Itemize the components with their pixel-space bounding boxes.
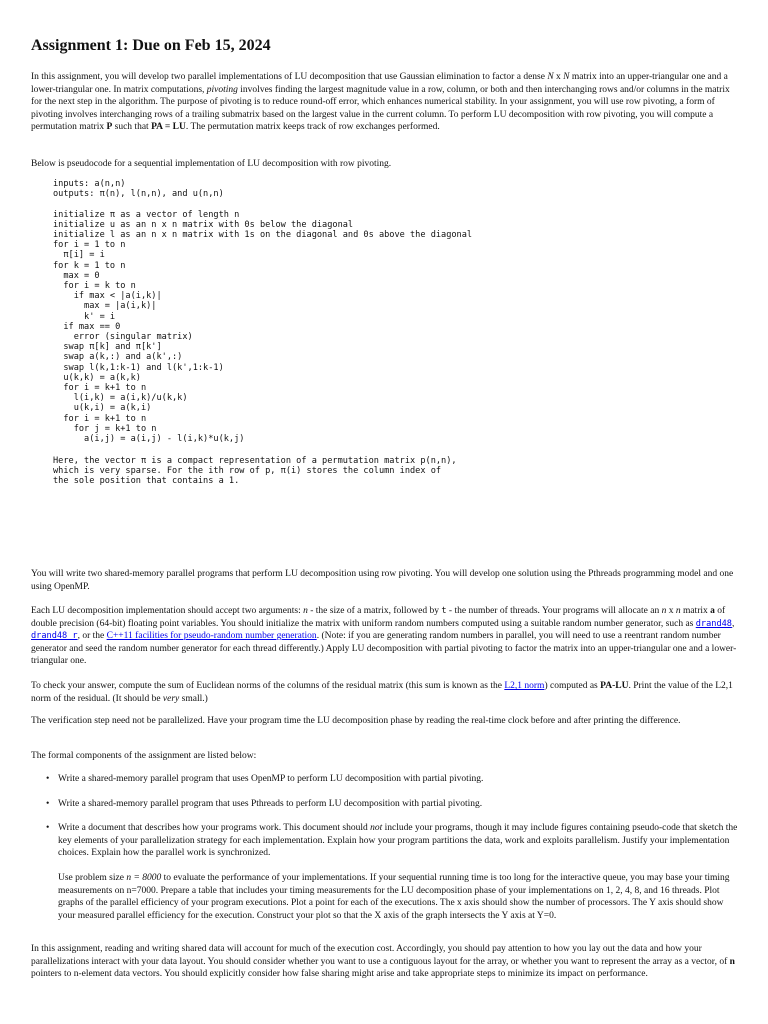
bullet-icon: •: [46, 823, 50, 834]
bullet-icon: •: [46, 798, 50, 809]
link-drand48[interactable]: drand48: [695, 618, 732, 629]
formal-components-paragraph: The formal components of the assignment are listed below:: [31, 751, 257, 761]
list-item: • Write a document that describes how your programs work. This document should not include your programs, though it may include figures containing pseudo-code that sketch the key elements of your parallelization strategy for each implementation. Explain how your program partitions the data, work and exploits parallelism. Justify your implementation choices. Explain how the parallel work is synchronized. Use problem size n = 8000 to evaluate the performance of your implementations. If your sequential running time is too long for the interactive queue, you may base your timing measurements on n=7000. Prepare a table that includes your timing measurements for the LU decomposition phase of your implementations on 1, 2, 4, 8, and 16 threads. Plot graphs of the parallel efficiency of your program executions. Plot a point for each of the executions. The x axis should show the number of processors. The Y axis should show your measured parallel efficiency for the execution. Construct your plot so that the X axis of the graph intersects the Y axis at Y=0.: [31, 822, 743, 922]
final-paragraph: In this assignment, reading and writing shared data will account for much of the execution cost. Accordingly, you should pay attention to how you lay out the data and how your parallelizations interact with your data layout. You should consider whether you want to use a contiguous layout for the array, or whether you want to represent the array as a vector, of n pointers to n-element data vectors. You should explicitly consider how false sharing might arise and take appropriate steps to minimize its impact on performance.: [31, 944, 735, 980]
pseudocode-intro: Below is pseudocode for a sequential implementation of LU decomposition with row pivoting.: [31, 159, 392, 169]
problem-size-paragraph: Use problem size n = 8000 to evaluate the performance of your implementations. If your sequential running time is too long for the interactive queue, you may base your timing measurements on n=7000. Prepare a table that includes your timing measurements for the LU decomposition phase of your implementations on 1, 2, 4, 8, and 16 threads. Plot graphs of the parallel efficiency of your program executions. Plot a point for each of the executions. The x axis should show the number of processors. The Y axis should show your measured parallel efficiency for the execution. Construct your plot so that the X axis of the graph intersects the Y axis at Y=0.: [58, 872, 730, 921]
link-cpp11-random[interactable]: C++11 facilities for pseudo-random number generation: [106, 631, 317, 642]
link-l21-norm[interactable]: L2,1 norm: [504, 681, 545, 691]
link-drand48-r[interactable]: drand48_r: [31, 631, 78, 642]
list-item: • Write a shared-memory parallel program that uses OpenMP to perform LU decomposition with partial pivoting.: [46, 774, 484, 784]
verify-paragraph: The verification step need not be parallelized. Have your program time the LU decomposition phase by reading the real-time clock before and after printing the difference.: [31, 716, 681, 726]
intro-paragraph: In this assignment, you will develop two parallel implementations of LU decomposition that use Gaussian elimination to factor a dense N x N matrix into an upper-triangular one and a lower-triangular one. In matrix computations, pivoting involves finding the largest magnitude value in a row, column, or both and then interchanging rows and/or columns in the matrix for the next step in the algorithm. The purpose of pivoting is to reduce round-off error, which enhances numerical stability. In your assignment, you will use row pivoting, a form of pivoting involves interchanging rows of a trailing submatrix based on the largest value in the current column. To perform LU decomposition with row pivoting, you will compute a permutation matrix P such that PA = LU. The permutation matrix keeps track of row exchanges performed.: [31, 72, 730, 133]
list-item: • Write a shared-memory parallel program that uses Pthreads to perform LU decomposition with partial pivoting.: [46, 798, 483, 809]
check-paragraph: To check your answer, compute the sum of Euclidean norms of the columns of the residual matrix (this sum is known as the L2,1 norm) computed as PA-LU. Print the value of the L2,1 norm of the residual. (It should be very small.): [31, 681, 733, 704]
programs-paragraph: You will write two shared-memory parallel programs that perform LU decomposition using row pivoting. You will develop one solution using the Pthreads programming model and one using OpenMP.: [31, 569, 734, 592]
components-list: [31, 773, 743, 922]
pseudocode-block: inputs: a(n,n) outputs: π(n), l(n,n), and u(n,n) initialize π as a vector of length n initialize u as an n x n matrix with 0s below the diagonal initialize l as an n x n matrix with 1s on the diagonal and 0s above the diagonal for i = 1 to n π[i] = i for k = 1 to n max = 0 for i = k to n if max < |a(i,k)| max = |a(i,k)| k' = i if max == 0 error (singular matrix) swap π[k] and π[k'] swap a(k,:) and a(k',:) swap l(k,1:k-1) and l(k',1:k-1) u(k,k) = a(k,k) for i = k+1 to n l(i,k) = a(i,k)/u(k,k) u(k,i) = a(k,i) for i = k+1 to n for j = k+1 to n a(i,j) = a(i,j) - l(i,k)*u(k,j): [53, 179, 473, 445]
bullet-icon: •: [46, 774, 50, 784]
pseudocode-note: Here, the vector π is a compact representation of a permutation matrix p(n,n), which is very sparse. For the ith row of p, π(i) stores the column index of the sole position that contains a 1.: [53, 456, 457, 487]
implementation-paragraph: Each LU decomposition implementation should accept two arguments: n - the size of a matrix, followed by t - the number of threads. Your programs will allocate an n x n matrix a of double precision (64-bit) floating point variables. You should initialize the matrix with uniform random numbers computed using a suitable random number generator, such as drand48, drand48_r, or the C++11 facilities for pseudo-random number generation. (Note: if you are generating random numbers in parallel, you will need to use a reentrant random number generator and seed the random number generator for each thread differently.) Apply LU decomposition with partial pivoting to factor the matrix into an upper-triangular one and a lower-triangular one.: [31, 606, 737, 667]
page-title: Assignment 1: Due on Feb 15, 2024: [31, 37, 271, 54]
